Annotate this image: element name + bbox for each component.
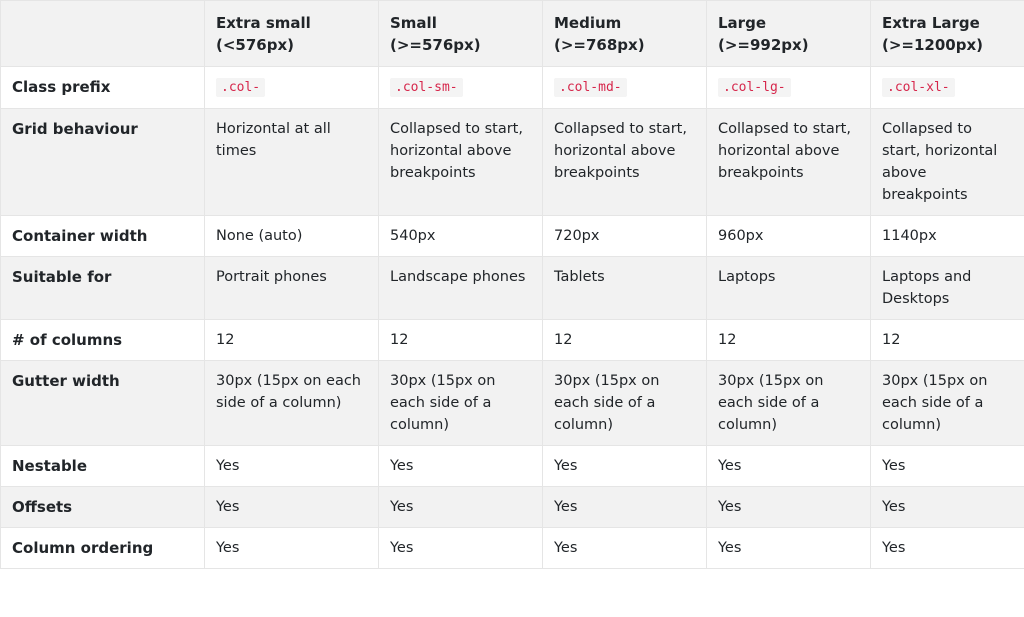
table-cell — [543, 67, 707, 109]
table-cell — [205, 67, 379, 109]
table-row-container-width — [1, 216, 1024, 257]
row-label: Gutter width — [1, 361, 205, 446]
table-cell: Collapsed to start, horizontal above breakpoints — [543, 109, 707, 216]
table-cell: Landscape phones — [379, 257, 543, 320]
table-cell: 12 — [707, 320, 871, 361]
table-cell: Yes — [205, 487, 379, 528]
table-cell: 540px — [379, 216, 543, 257]
table-cell: Yes — [543, 446, 707, 487]
table-cell: Yes — [379, 487, 543, 528]
table-cell: 720px — [543, 216, 707, 257]
table-cell: Yes — [707, 487, 871, 528]
table-cell: Laptops and Desktops — [871, 257, 1024, 320]
table-row-offsets — [1, 487, 1024, 528]
row-label: Grid behaviour — [1, 109, 205, 216]
table-cell: Yes — [707, 528, 871, 569]
table-row-number-of-columns — [1, 320, 1024, 361]
header-extra-large: Extra Large (>=1200px) — [871, 1, 1024, 67]
table-cell: 960px — [707, 216, 871, 257]
table-cell: 12 — [871, 320, 1024, 361]
row-label: Suitable for — [1, 257, 205, 320]
table-cell: Yes — [379, 528, 543, 569]
row-label: Column ordering — [1, 528, 205, 569]
table-cell: 30px (15px on each side of a column) — [543, 361, 707, 446]
table-cell: 12 — [205, 320, 379, 361]
table-cell: Tablets — [543, 257, 707, 320]
header-corner-cell — [1, 1, 205, 67]
table-cell: 30px (15px on each side of a column) — [871, 361, 1024, 446]
table-cell: 12 — [379, 320, 543, 361]
table-cell: Yes — [871, 487, 1024, 528]
table-cell: Yes — [205, 446, 379, 487]
table-row-class-prefix — [1, 67, 1024, 109]
table-cell: Yes — [543, 528, 707, 569]
row-label: Offsets — [1, 487, 205, 528]
row-label: # of columns — [1, 320, 205, 361]
table-row-column-ordering — [1, 528, 1024, 569]
table-row-grid-behaviour — [1, 109, 1024, 216]
table-cell — [707, 67, 871, 109]
table-cell: Yes — [707, 446, 871, 487]
table-cell: Horizontal at all times — [205, 109, 379, 216]
table-cell: Yes — [871, 528, 1024, 569]
class-prefix-code: .col-xl- — [882, 78, 955, 97]
table-cell — [871, 67, 1024, 109]
table-cell: 30px (15px on each side of a column) — [707, 361, 871, 446]
table-cell: 1140px — [871, 216, 1024, 257]
class-prefix-code: .col- — [216, 78, 265, 97]
table-row-nestable — [1, 446, 1024, 487]
table-row-suitable-for — [1, 257, 1024, 320]
header-row — [1, 1, 1024, 67]
table-cell: 30px (15px on each side of a column) — [205, 361, 379, 446]
class-prefix-code: .col-lg- — [718, 78, 791, 97]
table-cell: None (auto) — [205, 216, 379, 257]
row-label: Nestable — [1, 446, 205, 487]
table-cell — [379, 67, 543, 109]
header-medium: Medium (>=768px) — [543, 1, 707, 67]
row-label: Container width — [1, 216, 205, 257]
table-cell: Yes — [205, 528, 379, 569]
class-prefix-code: .col-md- — [554, 78, 627, 97]
row-label: Class prefix — [1, 67, 205, 109]
table-cell: Collapsed to start, horizontal above breakpoints — [871, 109, 1024, 216]
table-cell: Yes — [543, 487, 707, 528]
table-cell: Portrait phones — [205, 257, 379, 320]
table-row-gutter-width — [1, 361, 1024, 446]
header-small: Small (>=576px) — [379, 1, 543, 67]
table-cell: Collapsed to start, horizontal above breakpoints — [707, 109, 871, 216]
table-cell: 30px (15px on each side of a column) — [379, 361, 543, 446]
table-cell: Yes — [871, 446, 1024, 487]
header-extra-small: Extra small (<576px) — [205, 1, 379, 67]
table-cell: Laptops — [707, 257, 871, 320]
header-large: Large (>=992px) — [707, 1, 871, 67]
table-cell: Collapsed to start, horizontal above breakpoints — [379, 109, 543, 216]
class-prefix-code: .col-sm- — [390, 78, 463, 97]
table-cell: Yes — [379, 446, 543, 487]
table-cell: 12 — [543, 320, 707, 361]
